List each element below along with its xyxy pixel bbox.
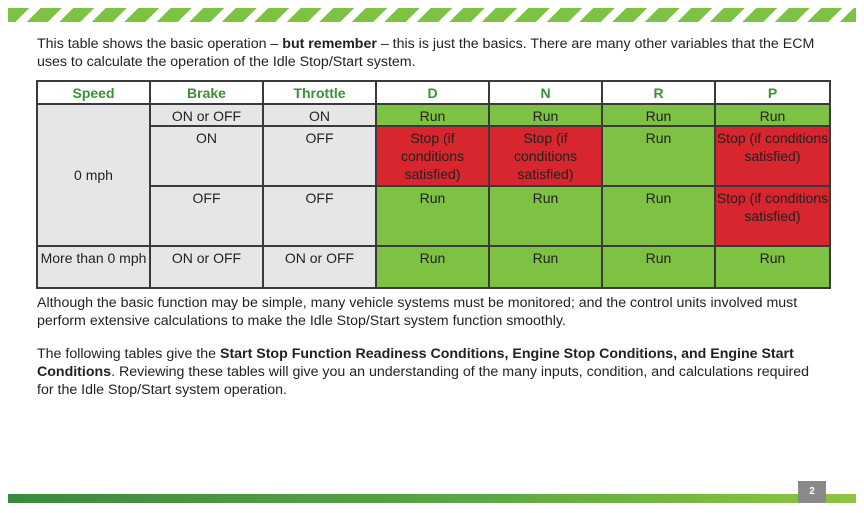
stop-cell: Stop (if conditions satisfied) — [489, 126, 602, 186]
run-cell: Run — [715, 104, 830, 126]
header-r: R — [602, 81, 715, 104]
header-speed: Speed — [37, 81, 150, 104]
operation-table — [36, 80, 831, 289]
brake-cell: OFF — [150, 186, 263, 246]
tables-paragraph: The following tables give the Start Stop Function Readiness Conditions, Engine Stop Conditions, and Engine Start Conditions. Reviewing these tables will give you an understanding of the many inputs, condition, and calculations required for the Idle Stop/Start system operation. — [37, 346, 810, 398]
table-header-row — [37, 81, 830, 104]
top-stripe-decoration — [8, 8, 856, 22]
brake-cell: ON or OFF — [150, 104, 263, 126]
run-cell: Run — [602, 104, 715, 126]
intro-paragraph: This table shows the basic operation – but remember – this is just the basics. There are many other variables that the ECM uses to calculate the operation of the Idle Stop/Start system. — [37, 36, 815, 70]
throttle-cell: OFF — [263, 186, 376, 246]
brake-cell: ON or OFF — [150, 246, 263, 288]
stop-cell: Stop (if conditions satisfied) — [715, 186, 830, 246]
run-cell: Run — [489, 186, 602, 246]
bottom-bar-decoration — [8, 494, 856, 503]
header-throttle: Throttle — [263, 81, 376, 104]
header-brake: Brake — [150, 81, 263, 104]
run-cell: Run — [489, 104, 602, 126]
table-row — [37, 126, 830, 186]
header-n: N — [489, 81, 602, 104]
stop-cell: Stop (if conditions satisfied) — [715, 126, 830, 186]
stop-cell: Stop (if conditions satisfied) — [376, 126, 489, 186]
run-cell: Run — [489, 246, 602, 288]
throttle-cell: ON — [263, 104, 376, 126]
run-cell: Run — [602, 126, 715, 186]
run-cell: Run — [376, 246, 489, 288]
run-cell: Run — [376, 104, 489, 126]
run-cell: Run — [602, 186, 715, 246]
throttle-cell: OFF — [263, 126, 376, 186]
monitoring-paragraph: Although the basic function may be simple, many vehicle systems must be monitored; and the control units involved must perform extensive calculations to make the Idle Stop/Start system function smoothly. — [37, 295, 798, 329]
table-row — [37, 186, 830, 246]
brake-cell: ON — [150, 126, 263, 186]
throttle-cell: ON or OFF — [263, 246, 376, 288]
run-cell: Run — [715, 246, 830, 288]
speed-cell: More than 0 mph — [37, 246, 150, 288]
header-d: D — [376, 81, 489, 104]
speed-cell: 0 mph — [37, 104, 150, 246]
table-row — [37, 104, 830, 126]
table-row — [37, 246, 830, 288]
page-number: 2 — [798, 481, 826, 503]
run-cell: Run — [602, 246, 715, 288]
run-cell: Run — [376, 186, 489, 246]
header-p: P — [715, 81, 830, 104]
